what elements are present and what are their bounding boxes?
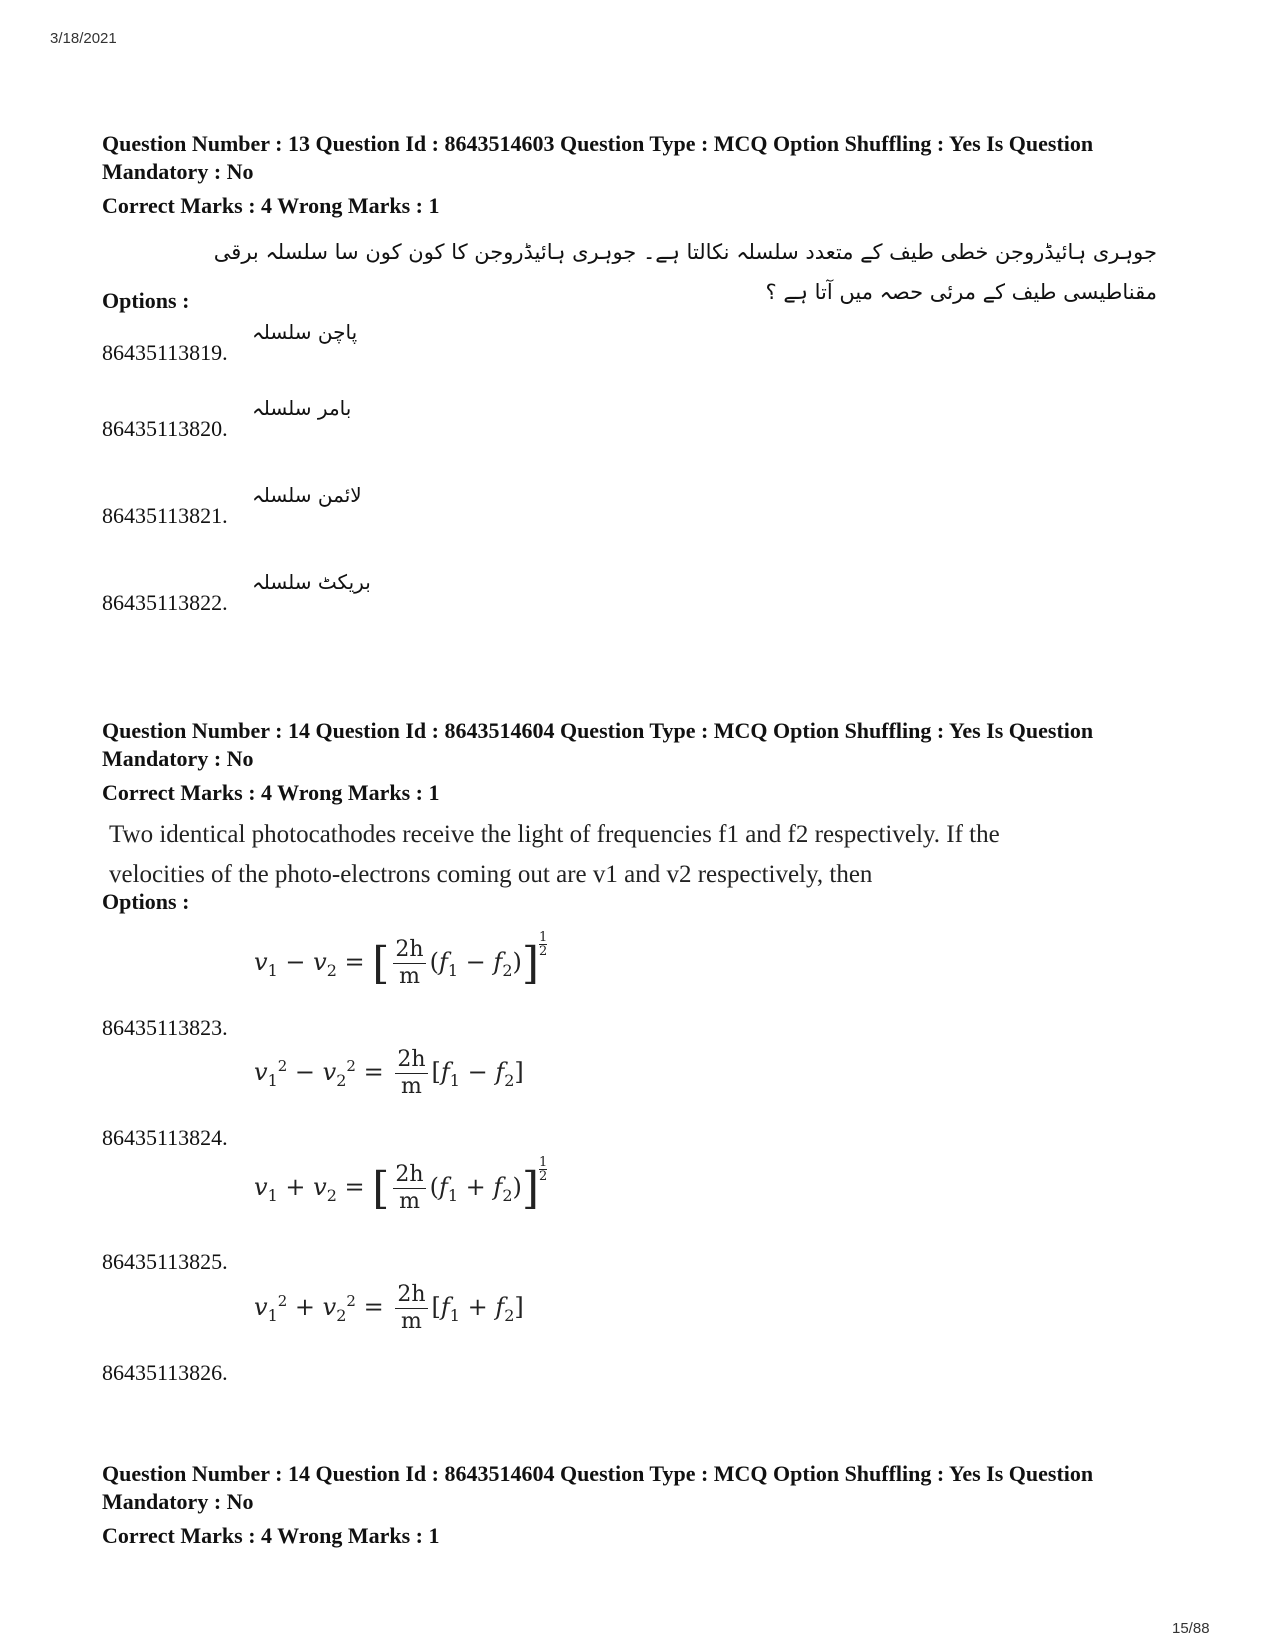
option-text: بریکٹ سلسلہ xyxy=(252,570,371,594)
option-formula-3: $v_1 + v_2$ = [ $\frac{2h}{m}$ $(f_1 + f_2)$] $\frac{1}{2}$ xyxy=(254,1155,548,1214)
print-date: 3/18/2021 xyxy=(50,30,117,47)
question-14-continued xyxy=(102,1460,1182,1550)
question-marks: Correct Marks : 4 Wrong Marks : 1 xyxy=(102,1523,440,1548)
option xyxy=(102,570,371,616)
option-text: پاچن سلسلہ xyxy=(252,320,358,344)
options-label: Options : xyxy=(102,889,190,914)
option-id: 86435113824. xyxy=(102,1125,228,1150)
question-14 xyxy=(102,717,1182,1407)
option-id: 86435113820. xyxy=(102,416,228,441)
question-stem: جوہری ہائیڈروجن خطی طیف کے متعدد سلسلہ نکالتا ہے۔ جوہری ہائیڈروجن کا کون کون سا سلسلہ برقی مقناطیسی طیف کے مرئی حصہ میں آتا ہے ؟ xyxy=(213,240,1157,304)
question-stem xyxy=(109,815,1184,895)
option-formula-2: $v_1^2 - v_2^2$ = $\frac{2h}{m}$ $[f_1 - f_2]$ xyxy=(254,1047,524,1099)
option-id: 86435113823. xyxy=(102,1015,228,1040)
question-marks: Correct Marks : 4 Wrong Marks : 1 xyxy=(102,193,440,218)
option xyxy=(102,396,352,442)
question-13 xyxy=(102,130,1182,650)
question-header: Question Number : 14 Question Id : 8643514604 Question Type : MCQ Option Shuffling : Yes Is Question Mandatory : No xyxy=(102,1461,1094,1514)
option xyxy=(102,1249,242,1275)
option-formula-1: $v_1 - v_2$ = [ $\frac{2h}{m}$ $(f_1 - f_2)$] $\frac{1}{2}$ xyxy=(254,930,548,989)
option-id: 86435113825. xyxy=(102,1249,228,1274)
option-text: بامر سلسلہ xyxy=(252,396,352,420)
option xyxy=(102,1015,242,1041)
option-text: لائمن سلسلہ xyxy=(252,483,362,507)
question-header: Question Number : 14 Question Id : 8643514604 Question Type : MCQ Option Shuffling : Yes Is Question Mandatory : No xyxy=(102,718,1094,771)
question-header: Question Number : 13 Question Id : 8643514603 Question Type : MCQ Option Shuffling : Yes Is Question Mandatory : No xyxy=(102,131,1094,184)
options-label: Options : xyxy=(102,288,190,313)
question-marks: Correct Marks : 4 Wrong Marks : 1 xyxy=(102,780,440,805)
option xyxy=(102,483,362,529)
stem-line-2: velocities of the photo-electrons coming out are v1 and v2 respectively, then xyxy=(109,861,873,888)
option-id: 86435113821. xyxy=(102,503,228,528)
option-id: 86435113819. xyxy=(102,340,228,365)
page-number: 15/88 xyxy=(1172,1620,1210,1637)
option-formula-4: $v_1^2 + v_2^2$ = $\frac{2h}{m}$ $[f_1 + f_2]$ xyxy=(254,1282,524,1334)
option xyxy=(102,1360,242,1386)
option-id: 86435113822. xyxy=(102,590,228,615)
option-id: 86435113826. xyxy=(102,1360,228,1385)
stem-line-1: Two identical photocathodes receive the light of frequencies f1 and f2 respectively. If the xyxy=(109,821,1000,848)
option xyxy=(102,1125,242,1151)
option xyxy=(102,320,358,366)
